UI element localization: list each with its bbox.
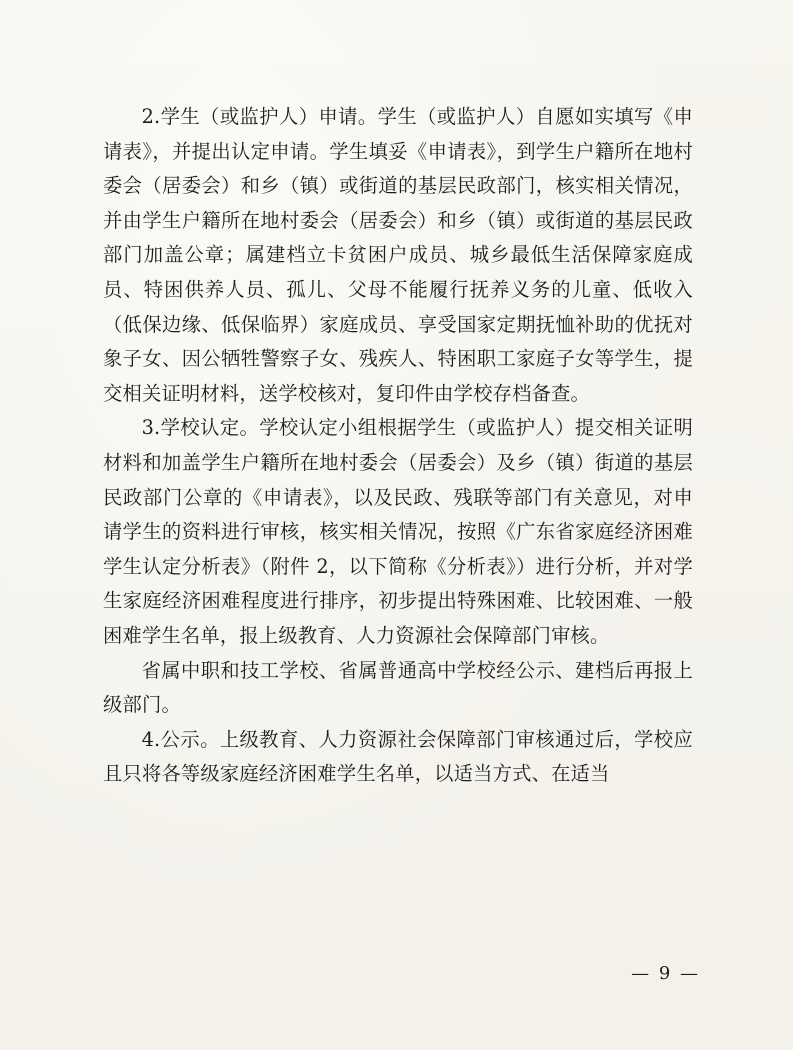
document-body <box>103 100 693 792</box>
page-number: — 9 — <box>631 963 700 984</box>
paragraph-student-application: 2.学生（或监护人）申请。学生（或监护人）自愿如实填写《申请表》，并提出认定申请。学生填妥《申请表》，到学生户籍所在地村委会（居委会）和乡（镇）或街道的基层民政部门，核实相关情况，并由学生户籍所在地村委会（居委会）和乡（镇）或街道的基层民政部门加盖公章；属建档立卡贫困户成员、城乡最低生活保障家庭成员、特困供养人员、孤儿、父母不能履行抚养义务的儿童、低收入（低保边缘、低保临界）家庭成员、享受国家定期抚恤补助的优抚对象子女、因公牺牲警察子女、残疾人、特困职工家庭子女等学生，提交相关证明材料，送学校核对，复印件由学校存档备查。 <box>103 105 693 405</box>
paragraph-school-verification: 3.学校认定。学校认定小组根据学生（或监护人）提交相关证明材料和加盖学生户籍所在地村委会（居委会）及乡（镇）街道的基层民政部门公章的《申请表》，以及民政、残联等部门有关意见，对申请学生的资料进行审核，核实相关情况，按照《广东省家庭经济困难学生认定分析表》（附件 2，以下简称《分析表》）进行分析，并对学生家庭经济困难程度进行排序，初步提出特殊困难、比较困难、一般困难学生名单，报上级教育、人力资源社会保障部门审核。 <box>103 416 693 647</box>
paragraph-provincial-schools: 省属中职和技工学校、省属普通高中学校经公示、建档后再报上级部门。 <box>103 658 693 717</box>
paragraph-publicity: 4.公示。上级教育、人力资源社会保障部门审核通过后，学校应且只将各等级家庭经济困难学生名单，以适当方式、在适当 <box>103 727 693 786</box>
